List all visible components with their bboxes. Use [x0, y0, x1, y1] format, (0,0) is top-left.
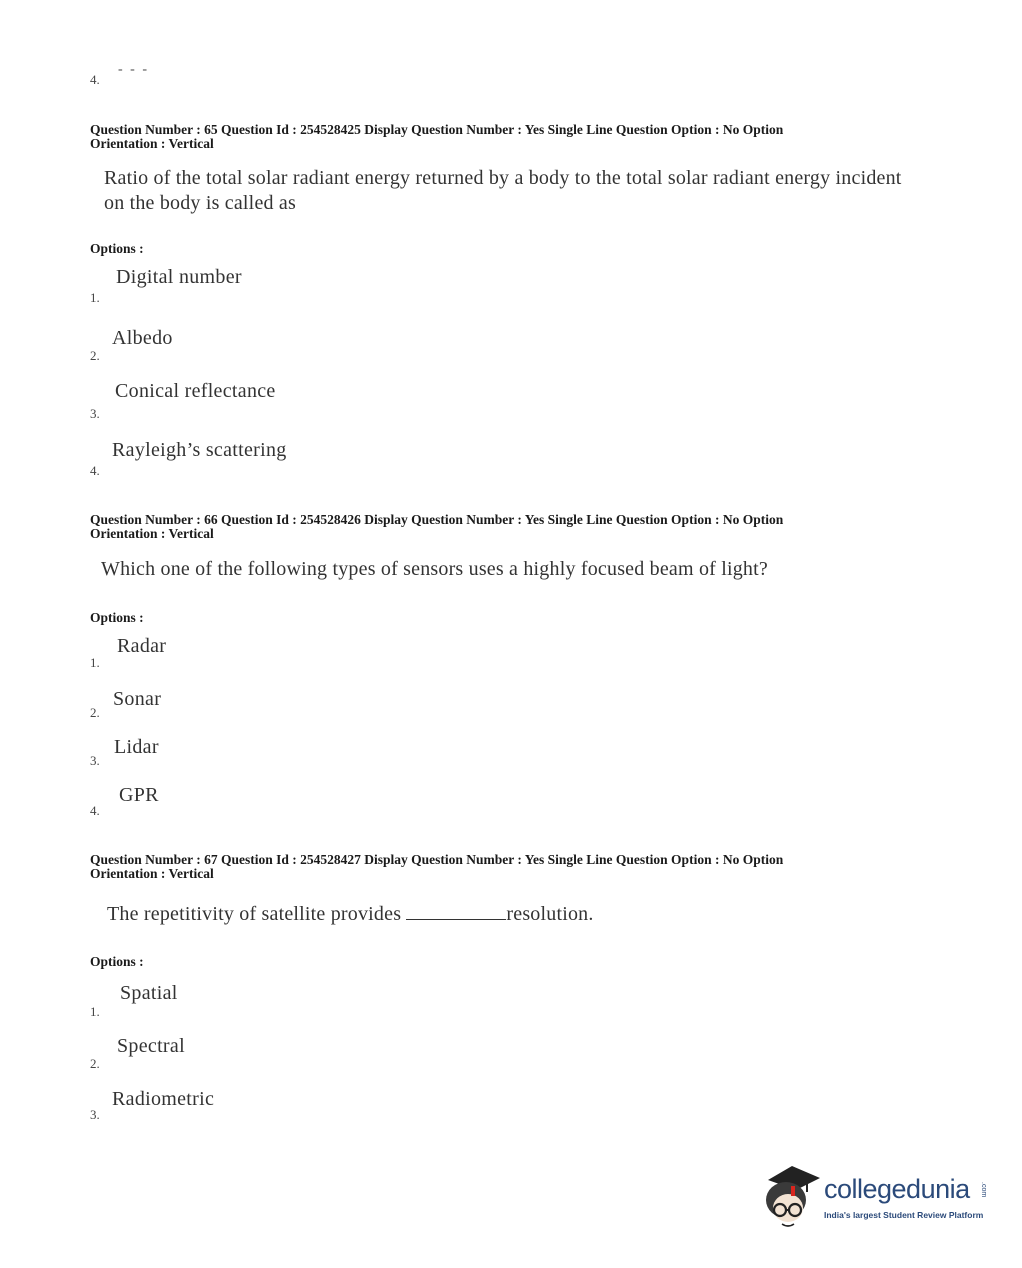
q65-option-3-text: Conical reflectance	[115, 380, 276, 402]
q67-question-text-after: resolution.	[506, 903, 594, 925]
q65-option-2-number: 2.	[90, 348, 100, 363]
q65-option-4-number: 4.	[90, 463, 100, 478]
q67-fill-blank	[406, 905, 506, 920]
logo-domain-suffix: .com	[980, 1182, 987, 1198]
q66-options-label: Options :	[90, 610, 144, 625]
q67-question-text	[107, 902, 594, 927]
prev-option-number: 4.	[90, 72, 100, 87]
q66-option-3-number: 3.	[90, 753, 100, 768]
q66-question-text: Which one of the following types of sensors uses a highly focused beam of light?	[101, 558, 768, 580]
q66-meta-line1: Question Number : 66 Question Id : 254528426 Display Question Number : Yes Single Line Question Option : No Option	[90, 512, 784, 527]
q65-meta-line2: Orientation : Vertical	[90, 136, 214, 151]
q67-options-label: Options :	[90, 954, 144, 969]
q66-option-4-number: 4.	[90, 803, 100, 818]
mascot-icon	[762, 1160, 822, 1234]
q65-meta-line1: Question Number : 65 Question Id : 254528425 Display Question Number : Yes Single Line Question Option : No Option	[90, 122, 784, 137]
q66-option-2-text: Sonar	[113, 688, 162, 710]
q67-option-3-text: Radiometric	[112, 1088, 215, 1110]
q66-meta-line2: Orientation : Vertical	[90, 526, 214, 541]
q65-option-1-text: Digital number	[116, 266, 242, 288]
q66-option-3-text: Lidar	[114, 736, 159, 758]
q65-option-1-number: 1.	[90, 290, 100, 305]
logo-tagline: India's largest Student Review Platform	[824, 1210, 984, 1220]
q67-question-text-before: The repetitivity of satellite provides	[107, 903, 402, 925]
q66-option-2-number: 2.	[90, 705, 100, 720]
q67-option-1-number: 1.	[90, 1004, 100, 1019]
q67-option-2-number: 2.	[90, 1056, 100, 1071]
q66-option-4-text: GPR	[119, 784, 159, 806]
logo-wordmark: collegedunia	[824, 1174, 970, 1204]
q65-question-text: Ratio of the total solar radiant energy returned by a body to the total solar radiant energy incident on the body is called as	[104, 167, 902, 214]
q65-option-2-text: Albedo	[112, 327, 173, 349]
q67-option-2-text: Spectral	[117, 1035, 185, 1057]
q65-options-label: Options :	[90, 241, 144, 256]
q67-option-1-text: Spatial	[120, 982, 178, 1004]
q67-meta-line2: Orientation : Vertical	[90, 866, 214, 881]
q66-option-1-number: 1.	[90, 655, 100, 670]
q65-option-3-number: 3.	[90, 406, 100, 421]
prev-option-dashes: - - -	[118, 62, 149, 77]
q65-option-4-text: Rayleigh’s scattering	[112, 439, 287, 461]
q67-meta-line1: Question Number : 67 Question Id : 254528427 Display Question Number : Yes Single Line Question Option : No Option	[90, 852, 784, 867]
collegedunia-logo	[762, 1160, 992, 1234]
q67-option-3-number: 3.	[90, 1107, 100, 1122]
q66-option-1-text: Radar	[117, 635, 167, 657]
